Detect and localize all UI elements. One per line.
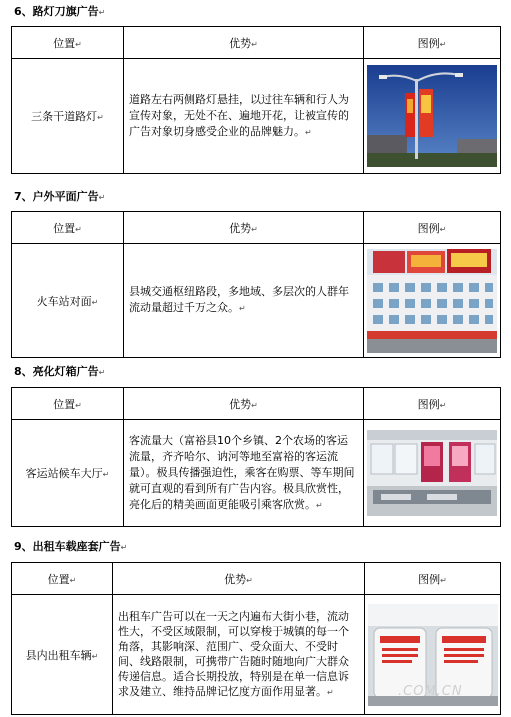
table-row bbox=[12, 244, 501, 358]
ad-table-6 bbox=[11, 26, 501, 174]
train-station-billboard-photo bbox=[367, 249, 497, 353]
watermark: .COM.CN bbox=[398, 684, 463, 699]
location-cell: 火车站对面↵ bbox=[12, 244, 124, 358]
header-advantage: 优势↵ bbox=[124, 212, 364, 244]
header-advantage: 优势↵ bbox=[124, 27, 364, 59]
section-title-8: 8、亮化灯箱广告↵ bbox=[14, 365, 106, 378]
ad-table-8 bbox=[11, 387, 501, 527]
location-cell: 三条干道路灯↵ bbox=[12, 59, 124, 174]
streetlight-banner-photo bbox=[367, 65, 497, 167]
table-row bbox=[12, 420, 501, 527]
table-header-row bbox=[12, 212, 501, 244]
table-header-row bbox=[12, 388, 501, 420]
section-title-6: 6、路灯刀旗广告↵ bbox=[14, 5, 106, 18]
header-position: 位置↵ bbox=[12, 27, 124, 59]
header-advantage: 优势↵ bbox=[124, 388, 364, 420]
table-header-row bbox=[12, 27, 501, 59]
header-example: 图例↵ bbox=[364, 212, 501, 244]
example-cell bbox=[364, 420, 501, 527]
section-title-7: 7、户外平面广告↵ bbox=[14, 190, 106, 203]
header-example: 图例↵ bbox=[365, 563, 501, 595]
header-position: 位置↵ bbox=[12, 212, 124, 244]
example-cell bbox=[364, 244, 501, 358]
header-position: 位置↵ bbox=[12, 388, 124, 420]
advantage-cell: 县城交通枢纽路段，多地域、多层次的人群年流动量超过千万之众。↵ bbox=[124, 244, 364, 358]
advantage-cell: 客流量大（富裕县10个乡镇、2个农场的客运流量，齐齐哈尔、讷河等地至富裕的客运流量）。极具传播强迫性，乘客在购票、等车期间就可直观的看到所有广告内容。极具欣赏性，亮化后的精美画面更能吸引乘客欣赏。↵ bbox=[124, 420, 364, 527]
advantage-cell: 道路左右两侧路灯悬挂，以过往车辆和行人为宣传对象，无处不在、遍地开花，让被宣传的广告对象切身感受企业的品牌魅力。↵ bbox=[124, 59, 364, 174]
table-header-row bbox=[12, 563, 501, 595]
table-row bbox=[12, 59, 501, 174]
location-cell: 县内出租车辆↵ bbox=[12, 595, 113, 715]
waiting-hall-lightbox-photo bbox=[367, 430, 497, 516]
section-title-9: 9、出租车载座套广告↵ bbox=[14, 540, 128, 553]
ad-table-7 bbox=[11, 211, 501, 358]
location-cell: 客运站候车大厅↵ bbox=[12, 420, 124, 527]
header-example: 图例↵ bbox=[364, 27, 501, 59]
header-position: 位置↵ bbox=[12, 563, 113, 595]
header-advantage: 优势↵ bbox=[113, 563, 365, 595]
example-cell bbox=[364, 59, 501, 174]
advantage-cell: 出租车广告可以在一天之内遍布大街小巷，流动性大，不受区域限制，可以穿梭于城镇的每一个角落，其影响深、范围广、受众面大、不受时间、线路限制，可携带广告随时随地向广大群众传递信息。适合长期投放，特别是在单一信息诉求及建立、维持品牌记忆度方面作用显著。↵ bbox=[113, 595, 365, 715]
header-example: 图例↵ bbox=[364, 388, 501, 420]
